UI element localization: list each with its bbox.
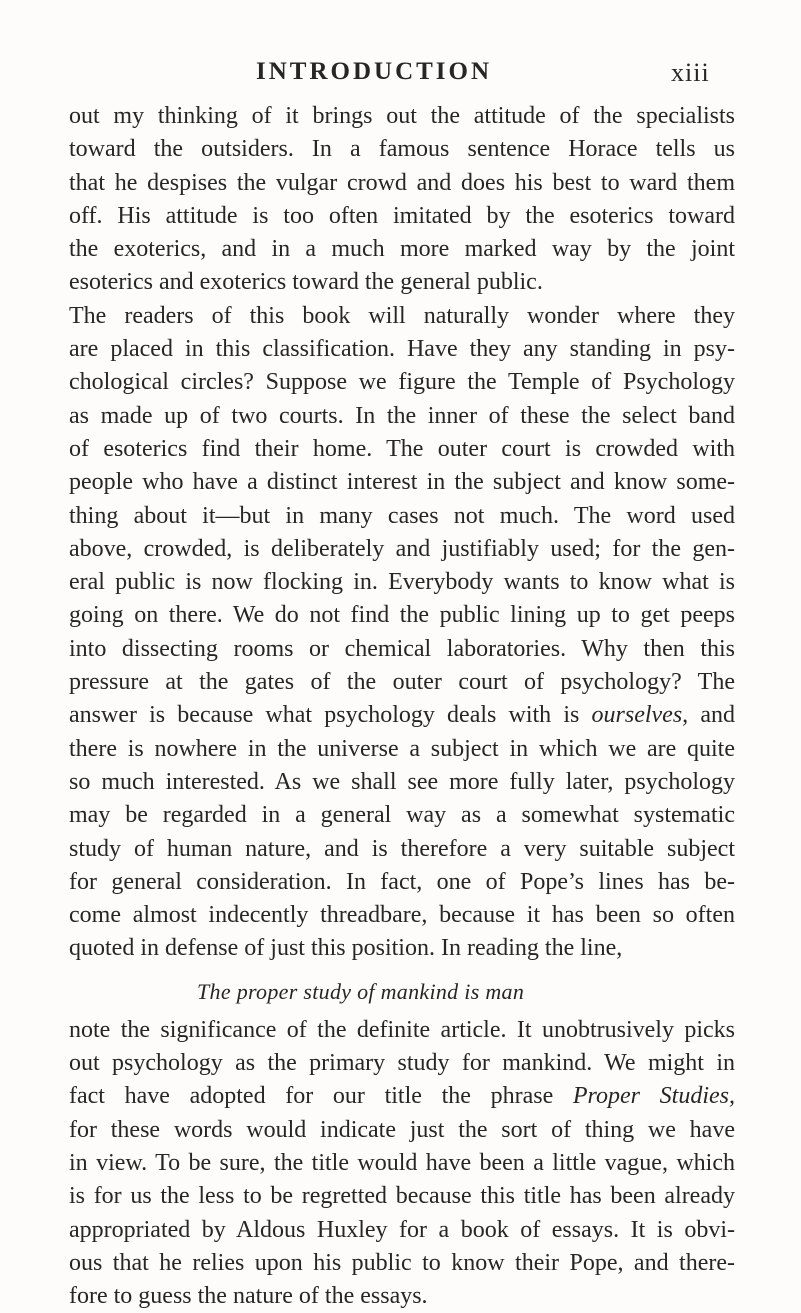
text-line: so much interested. As we shall see more fully later, psychology — [69, 768, 735, 795]
text-line: as made up of two courts. In the inner of these the select band — [69, 402, 735, 429]
text-line: of esoterics find their home. The outer court is crowded with — [69, 435, 735, 462]
text-line: study of human nature, and is therefore a very suitable subject — [69, 835, 735, 862]
text-line: quoted in defense of just this position. In reading the line, — [69, 935, 623, 962]
text-segment: and — [688, 702, 736, 729]
text-line: come almost indecently threadbare, because it has been so often — [69, 902, 735, 929]
text-line: into dissecting rooms or chemical laboratories. Why then this — [69, 635, 735, 662]
text-line: are placed in this classification. Have they any standing in psy- — [69, 336, 735, 363]
text-line: fore to guess the nature of the essays. — [69, 1283, 428, 1310]
body-text — [69, 100, 735, 1313]
text-line: chological circles? Suppose we figure the Temple of Psychology — [69, 369, 735, 396]
text-segment: fact have adopted for our title the phrase — [69, 1083, 573, 1110]
text-segment: answer is because what psychology deals with is — [69, 702, 592, 729]
text-line-emphasis — [69, 1080, 735, 1113]
text-line: off. His attitude is too often imitated by the esoterics toward — [69, 202, 735, 229]
text-line: the exoterics, and in a much more marked way by the joint — [69, 236, 735, 263]
text-line: note the significance of the definite article. It unobtrusively picks — [69, 1016, 735, 1043]
block-quote: The proper study of mankind is man — [197, 978, 525, 1004]
text-line: in view. To be sure, the title would have been a little vague, which — [69, 1149, 735, 1176]
text-line: may be regarded in a general way as a somewhat systematic — [69, 802, 735, 829]
text-line: for general consideration. In fact, one of Pope’s lines has be- — [69, 868, 735, 895]
running-head-title: INTRODUCTION — [256, 58, 493, 85]
text-line: out my thinking of it brings out the attitude of the specialists — [69, 103, 735, 129]
text-line: thing about it—but in many cases not much. The word used — [69, 502, 735, 529]
text-line: eral public is now flocking in. Everybody wants to know what is — [69, 569, 735, 596]
emphasis-word: ourselves, — [591, 702, 689, 729]
emphasis-title: Proper Studies, — [572, 1083, 735, 1110]
text-line: there is nowhere in the universe a subject in which we are quite — [69, 735, 735, 762]
running-head — [0, 58, 801, 98]
text-line: that he despises the vulgar crowd and does his best to ward them — [69, 169, 735, 196]
text-line: esoterics and exoterics toward the general public. — [69, 269, 543, 296]
text-line: for these words would indicate just the sort of thing we have — [69, 1116, 735, 1143]
text-line-emphasis — [69, 699, 735, 732]
text-line: The readers of this book will naturally wonder where they — [69, 302, 735, 329]
text-line: ous that he relies upon his public to know their Pope, and there- — [69, 1249, 735, 1276]
text-line: people who have a distinct interest in the subject and know some- — [69, 469, 735, 496]
page-number: xiii — [671, 58, 710, 87]
text-line: toward the outsiders. In a famous sentence Horace tells us — [69, 136, 735, 163]
text-line: out psychology as the primary study for mankind. We might in — [69, 1050, 735, 1077]
text-line: is for us the less to be regretted because this title has been already — [69, 1183, 735, 1210]
text-line: above, crowded, is deliberately and justifiably used; for the gen- — [69, 535, 735, 562]
text-line: going on there. We do not find the public lining up to get peeps — [69, 602, 735, 629]
text-line: appropriated by Aldous Huxley for a book of essays. It is obvi- — [69, 1216, 735, 1243]
text-line: pressure at the gates of the outer court of psychology? The — [69, 669, 735, 696]
